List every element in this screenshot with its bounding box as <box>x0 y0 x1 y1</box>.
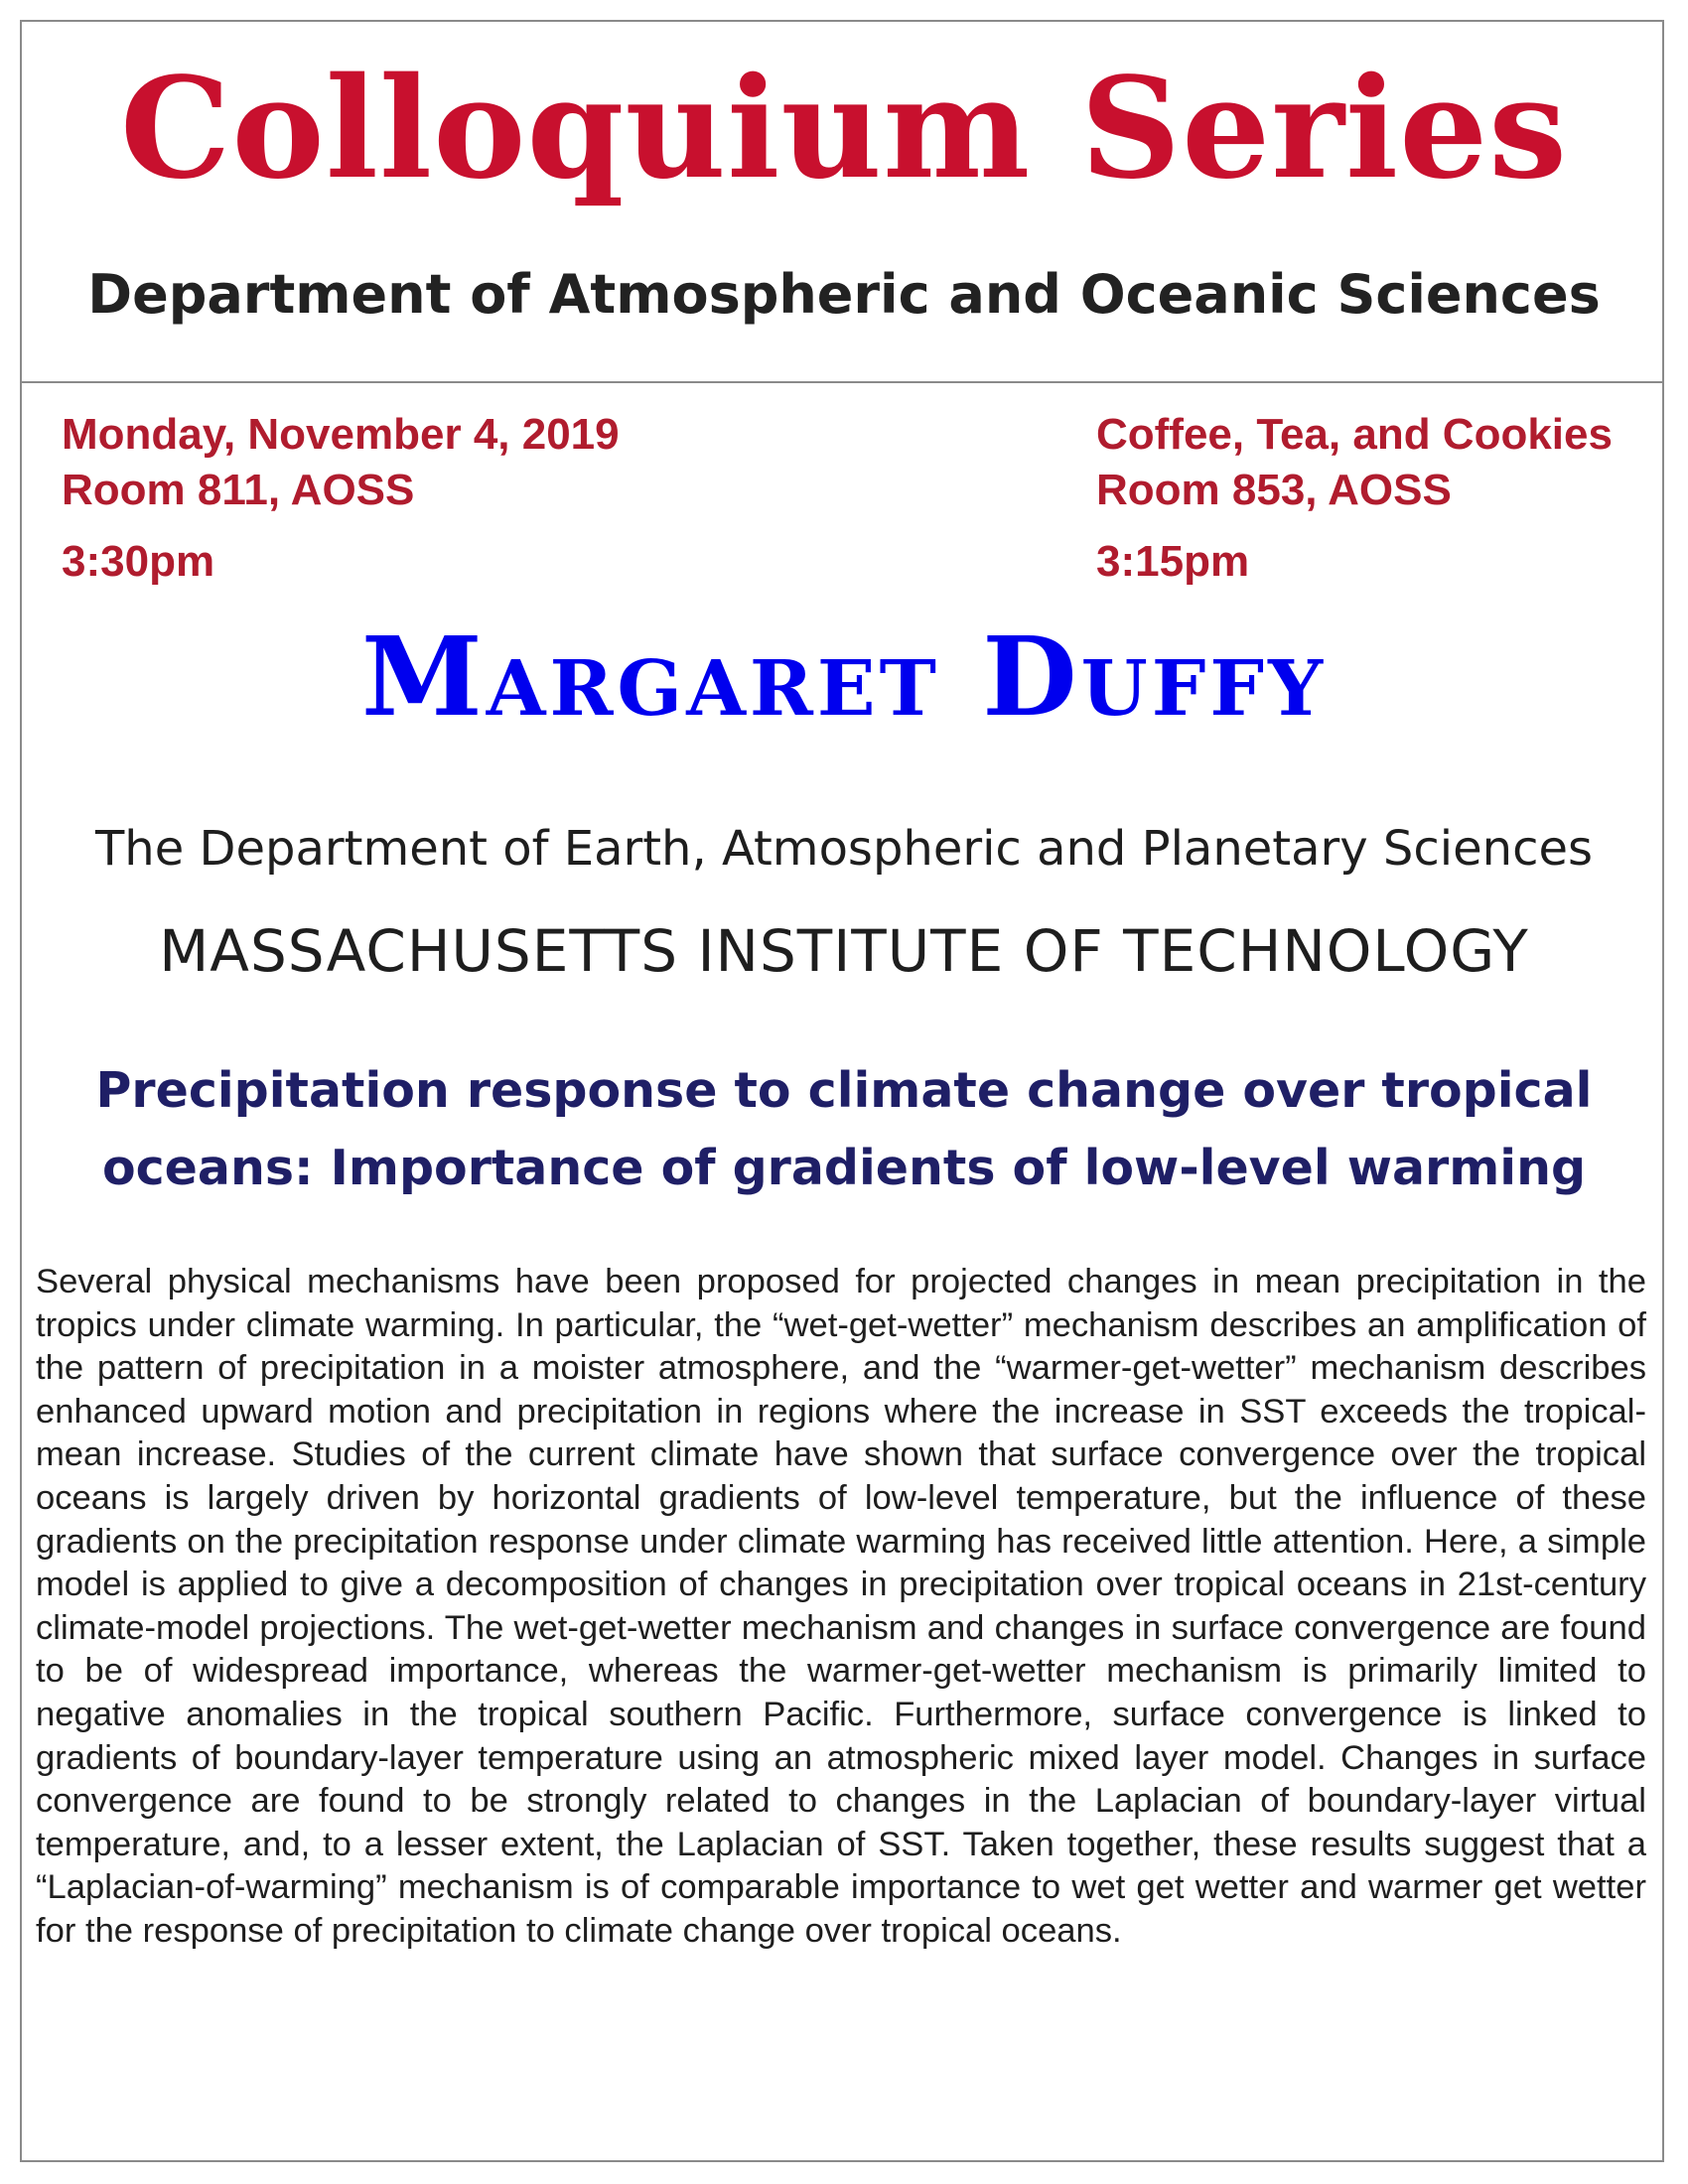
event-date: Monday, November 4, 2019 <box>62 410 620 459</box>
header-divider <box>20 381 1664 383</box>
speaker-name: Margaret Duffy <box>360 613 1328 741</box>
refreshment-details <box>1096 407 1613 590</box>
talk-title: Precipitation response to climate change over tropical oceans: Importance of gradients of low-level warming <box>95 1062 1593 1196</box>
speaker-institution: MASSACHUSETTS INSTITUTE OF TECHNOLOGY <box>159 917 1529 985</box>
host-department: Department of Atmospheric and Oceanic Sciences <box>87 263 1601 326</box>
refreshment-time: 3:15pm <box>1096 537 1250 586</box>
event-room: Room 811, AOSS <box>62 466 415 514</box>
refreshment-room: Room 853, AOSS <box>1096 466 1452 514</box>
series-title: Colloquium Series <box>119 48 1569 210</box>
talk-abstract: Several physical mechanisms have been proposed for projected changes in mean precipitation in the tropics under climate warming. In particular, the “wet-get-wetter” mechanism describes an amplification of the pattern of precipitation in a moister atmosphere, and the “warmer-get-wetter” mechanism describes enhanced upward motion and precipitation in regions where the increase in SST exceeds the tropical-mean increase. Studies of the current climate have shown that surface convergence over the tropical oceans is largely driven by horizontal gradients of low-level temperature, but the influence of these gradients on the precipitation response under climate warming has received little attention. Here, a simple model is applied to give a decomposition of changes in precipitation over tropical oceans in 21st-century climate-model projections. The wet-get-wetter mechanism and changes in surface convergence are found to be of widespread importance, whereas the warmer-get-wetter mechanism is primarily limited to negative anomalies in the tropical southern Pacific. Furthermore, surface convergence is linked to gradients of boundary-layer temperature using an atmospheric mixed layer model. Changes in surface convergence are found to be strongly related to changes in the Laplacian of boundary-layer virtual temperature, and, to a lesser extent, the Laplacian of SST. Taken together, these results suggest that a “Laplacian-of-warming” mechanism is of comparable importance to wet get wetter and warmer get wetter for the response of precipitation to climate change over tropical oceans. <box>36 1263 1646 1950</box>
event-details <box>62 407 620 590</box>
speaker-department: The Department of Earth, Atmospheric and Planetary Sciences <box>94 821 1593 877</box>
refreshment-title: Coffee, Tea, and Cookies <box>1096 410 1613 459</box>
event-time: 3:30pm <box>62 537 215 586</box>
